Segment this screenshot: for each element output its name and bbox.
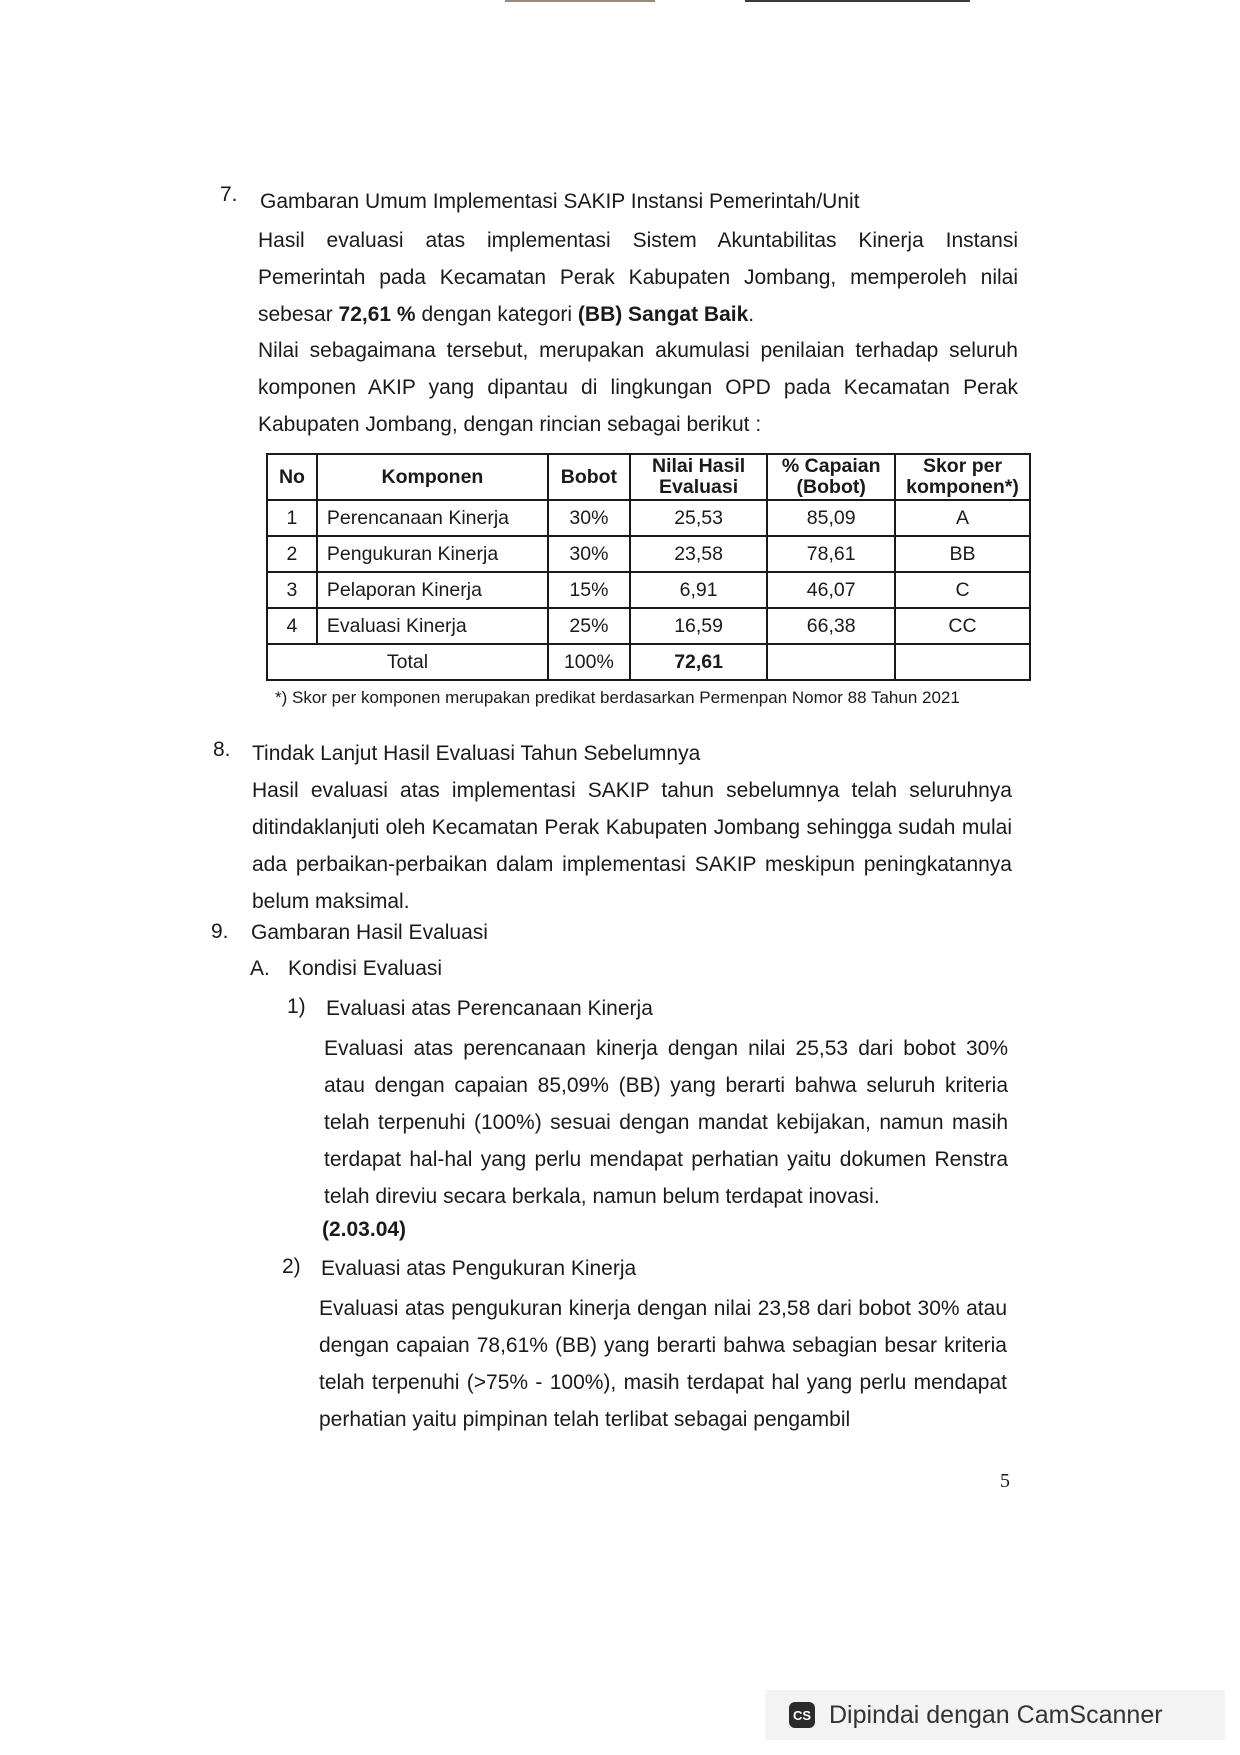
cell-skor: C bbox=[895, 572, 1030, 608]
total-label: Total bbox=[267, 644, 548, 680]
item-1-paragraph: Evaluasi atas perencanaan kinerja dengan nilai 25,53 dari bobot 30% atau dengan capaian 85,09% (BB) yang berarti bahwa seluruh kriteria telah terpenuhi (100%) sesuai dengan mandat kebijakan, namun masih terdapat hal-hal yang perlu mendapat perhatian yaitu dokumen Renstra telah direviu secara berkala, namun belum terdapat inovasi. bbox=[324, 1037, 1008, 1208]
scan-artifact-line bbox=[745, 0, 970, 2]
table-row bbox=[267, 572, 1030, 608]
cell-nilai: 23,58 bbox=[630, 536, 768, 572]
overall-score: 72,61 % bbox=[338, 303, 416, 326]
cell-no: 2 bbox=[267, 536, 317, 572]
camscanner-text: Dipindai dengan CamScanner bbox=[829, 1700, 1163, 1729]
cell-bobot: 25% bbox=[548, 608, 630, 644]
page-number: 5 bbox=[1000, 1470, 1010, 1492]
total-skor-empty bbox=[895, 644, 1030, 680]
evaluation-table bbox=[266, 453, 1031, 681]
item-2-title: Evaluasi atas Pengukuran Kinerja bbox=[321, 1257, 637, 1280]
section-9-title: Gambaran Hasil Evaluasi bbox=[251, 921, 488, 944]
cell-komponen: Evaluasi Kinerja bbox=[317, 608, 548, 644]
cell-komponen: Perencanaan Kinerja bbox=[317, 500, 548, 536]
item-2-paragraph: Evaluasi atas pengukuran kinerja dengan nilai 23,58 dari bobot 30% atau dengan capaian 78,61% (BB) yang berarti bahwa sebagian besar kriteria telah terpenuhi (>75% - 100%), masih terdapat hal yang perlu mendapat perhatian yaitu pimpinan telah terlibat sebagai pengambil bbox=[319, 1297, 1007, 1431]
scan-artifact-line bbox=[505, 0, 655, 2]
header-no: No bbox=[267, 454, 317, 500]
cell-no: 1 bbox=[267, 500, 317, 536]
table-row bbox=[267, 500, 1030, 536]
section-8-paragraph: Hasil evaluasi atas implementasi SAKIP tahun sebelumnya telah seluruhnya ditindaklanjuti oleh Kecamatan Perak Kabupaten Jombang sehingga sudah mulai ada perbaikan-perbaikan dalam implementasi SAKIP meskipun peningkatannya belum maksimal. bbox=[252, 779, 1012, 913]
cell-capaian: 78,61 bbox=[767, 536, 895, 572]
total-nilai: 72,61 bbox=[630, 644, 768, 680]
camscanner-logo-icon: CS bbox=[789, 1702, 815, 1728]
cell-komponen: Pengukuran Kinerja bbox=[317, 536, 548, 572]
item-1-title: Evaluasi atas Perencanaan Kinerja bbox=[326, 997, 653, 1020]
cell-skor: BB bbox=[895, 536, 1030, 572]
item-1-code: (2.03.04) bbox=[322, 1218, 407, 1241]
item-2-number: 2) bbox=[282, 1255, 301, 1278]
section-7-title: Gambaran Umum Implementasi SAKIP Instansi Pemerintah/Unit bbox=[260, 190, 860, 213]
table-row bbox=[267, 536, 1030, 572]
section-7-paragraph-1: Hasil evaluasi atas implementasi Sistem Akuntabilitas Kinerja Instansi Pemerintah pada Kecamatan Perak Kabupaten Jombang, memperoleh nilai sebesar 72,61 % dengan kategori (BB) Sangat Baik. bbox=[258, 229, 1018, 326]
section-7-number: 7. bbox=[220, 183, 238, 206]
header-komponen: Komponen bbox=[317, 454, 548, 500]
cell-skor: CC bbox=[895, 608, 1030, 644]
total-capaian-empty bbox=[767, 644, 895, 680]
table-total-row bbox=[267, 644, 1030, 680]
section-8-number: 8. bbox=[213, 738, 231, 761]
table-header-row bbox=[267, 454, 1030, 500]
cell-nilai: 6,91 bbox=[630, 572, 768, 608]
subsection-a-letter: A. bbox=[250, 957, 270, 980]
table-row bbox=[267, 608, 1030, 644]
header-skor: Skor per komponen*) bbox=[895, 454, 1030, 500]
overall-category: (BB) Sangat Baik bbox=[577, 303, 749, 326]
cell-bobot: 15% bbox=[548, 572, 630, 608]
cell-capaian: 46,07 bbox=[767, 572, 895, 608]
header-capaian: % Capaian (Bobot) bbox=[767, 454, 895, 500]
cell-skor: A bbox=[895, 500, 1030, 536]
cell-nilai: 16,59 bbox=[630, 608, 768, 644]
cell-no: 3 bbox=[267, 572, 317, 608]
cell-capaian: 85,09 bbox=[767, 500, 895, 536]
section-8-title: Tindak Lanjut Hasil Evaluasi Tahun Sebelumnya bbox=[252, 742, 701, 765]
camscanner-watermark bbox=[765, 1690, 1225, 1740]
cell-bobot: 30% bbox=[548, 536, 630, 572]
cell-bobot: 30% bbox=[548, 500, 630, 536]
total-bobot: 100% bbox=[548, 644, 630, 680]
cell-capaian: 66,38 bbox=[767, 608, 895, 644]
item-1-number: 1) bbox=[287, 995, 306, 1018]
cell-no: 4 bbox=[267, 608, 317, 644]
cell-nilai: 25,53 bbox=[630, 500, 768, 536]
header-bobot: Bobot bbox=[548, 454, 630, 500]
section-9-number: 9. bbox=[211, 920, 229, 943]
header-nilai: Nilai Hasil Evaluasi bbox=[630, 454, 768, 500]
subsection-a-title: Kondisi Evaluasi bbox=[288, 957, 443, 980]
section-7-paragraph-2: Nilai sebagaimana tersebut, merupakan akumulasi penilaian terhadap seluruh komponen AKIP yang dipantau di lingkungan OPD pada Kecamatan Perak Kabupaten Jombang, dengan rincian sebagai berikut : bbox=[258, 339, 1018, 436]
cell-komponen: Pelaporan Kinerja bbox=[317, 572, 548, 608]
table-footnote: *) Skor per komponen merupakan predikat berdasarkan Permenpan Nomor 88 Tahun 2021 bbox=[275, 688, 960, 707]
